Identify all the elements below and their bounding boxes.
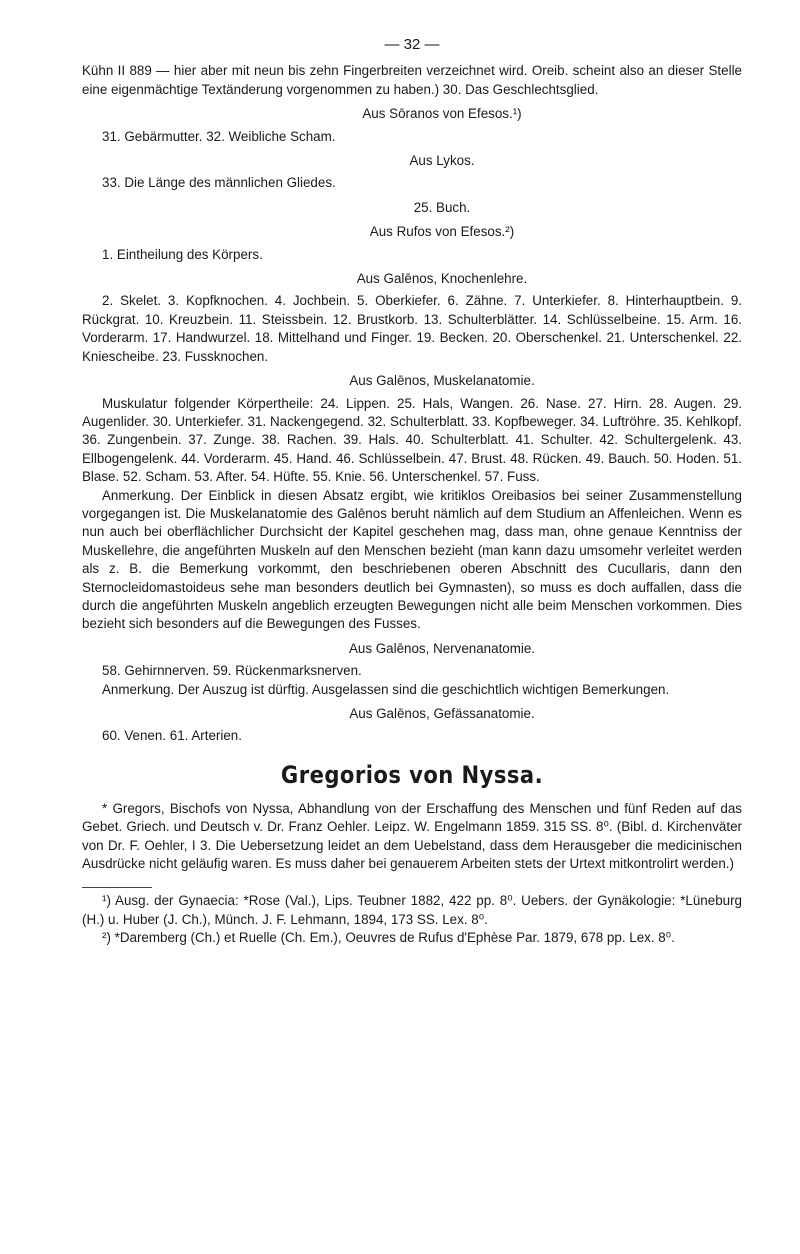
intro-paragraph: Kühn II 889 — hier aber mit neun bis zehn Fingerbreiten verzeichnet wird. Oreib. scheint also an dieser Stelle eine eigenmächtige Textänderung vorgenommen zu haben.) 30. Das Geschlechtsglied. [82, 63, 742, 97]
rufos-items: 1. Eintheilung des Körpers. [102, 246, 263, 262]
galenos-bones-items: 2. Skelet. 3. Kopfknochen. 4. Jochbein. 5. Oberkiefer. 6. Zähne. 7. Unterkiefer. 8. Hinterhauptbein. 9. Rückgrat. 10. Kreuzbein. 11. Steissbein. 12. Brustkorb. 13. Schulterblätter. 14. Schlüsselbeine. 15. Arm. 16. Vorderarm. 17. Handwurzel. 18. Mittelhand und Finger. 19. Becken. 20. Oberschenkel. 21. Unterschenkel. 22. Kniescheibe. 23. Fussknochen. [82, 293, 742, 364]
section-title: Gregorios von Nyssa. [280, 760, 544, 789]
soranos-heading: Aus Sōranos von Efesos.¹) [362, 106, 522, 122]
book-heading: 25. Buch. [413, 199, 471, 215]
galenos-nerves-items: 58. Gehirnnerven. 59. Rückenmarksnerven. [102, 663, 362, 679]
section-body: * Gregors, Bischofs von Nyssa, Abhandlung von der Erschaffung des Menschen und fünf Reden auf das Gebet. Griech. und Deutsch v. Dr. Franz Oehler. Leipz. W. Engelmann 1859. 315 SS. 8⁰. (Bibl. d. Kirchenväter von Dr. F. Oehler, I 3. Die Uebersetzung leidet an dem Uebelstand, dass dem Herausgeber die medicinischen Ausdrücke nicht geläufig waren. Es muss daher bei genauerem Arbeiten stets der Urtext mitkontrolirt werden.) [82, 800, 742, 872]
lykos-items: 33. Die Länge des männlichen Gliedes. [102, 175, 336, 191]
galenos-muscles-items: Muskulatur folgender Körpertheile: 24. Lippen. 25. Hals, Wangen. 26. Nase. 27. Hirn. 28. Augen. 29. Augenlider. 30. Unterkiefer. 31. Nackengegend. 32. Schulterblatt. 33. Kopfbeweger. 34. Luftröhre. 35. Kehlkopf. 36. Zungenbein. 37. Zunge. 38. Rachen. 39. Hals. 40. Schulterblatt. 41. Schulter. 42. Schultergelenk. 43. Ellbogengelenk. 44. Vorderarm. 45. Hand. 46. Schlüsselbein. 47. Brust. 48. Rücken. 49. Bauch. 50. Hoden. 51. Blase. 52. Scham. 53. After. 54. Hüfte. 55. Knie. 56. Unterschenkel. 57. Fuss. [82, 395, 742, 485]
rufos-heading: Aus Rufos von Efesos.²) [369, 224, 515, 240]
galenos-nerves-heading: Aus Galēnos, Nervenanatomie. [348, 640, 536, 656]
footnote-1: ¹) Ausg. der Gynaecia: *Rose (Val.), Lips. Teubner 1882, 422 pp. 8⁰. Uebers. der Gynäkologie: *Lüneburg (H.) u. Huber (J. Ch.), Münch. J. F. Lehmann, 1894, 173 SS. Lex. 8⁰. [82, 893, 742, 927]
footnote-divider [82, 887, 152, 888]
galenos-vessels-items: 60. Venen. 61. Arterien. [102, 728, 242, 744]
footnotes [82, 892, 742, 947]
galenos-bones-heading: Aus Galēnos, Knochenlehre. [356, 271, 528, 287]
galenos-vessels-heading: Aus Galēnos, Gefässanatomie. [349, 706, 535, 721]
page-number: — 32 — [384, 36, 440, 53]
lykos-heading: Aus Lykos. [409, 153, 475, 169]
footnote-2: ²) *Daremberg (Ch.) et Ruelle (Ch. Em.), Oeuvres de Rufus d'Ephèse Par. 1879, 678 pp. Lex. 8⁰. [102, 930, 675, 946]
document-page [82, 36, 742, 948]
galenos-muscles-heading: Aus Galēnos, Muskelanatomie. [349, 373, 535, 389]
soranos-items: 31. Gebärmutter. 32. Weibliche Scham. [102, 128, 336, 144]
nerves-note: Anmerkung. Der Auszug ist dürftig. Ausgelassen sind die geschichtlich wichtigen Bemerkungen. [102, 681, 670, 697]
muscles-note: Anmerkung. Der Einblick in diesen Absatz ergibt, wie kritiklos Oreibasios bei seiner Zusammenstellung vorgegangen ist. Die Muskelanatomie des Galēnos beruht nämlich auf dem Studium an Affenleichen. Wenn es nun auch bei oberflächlicher Durchsicht der Kapitel geschehen mag, dass man, ohne genaue Kenntniss der Muskellehre, die angeführten Muskeln auf den Menschen bezieht (man kann dazu umsomehr verleitet werden als z. B. die Bemerkung vorkommt, den beschriebenen oberen Abschnitt des Cucullaris, dann den Sternocleidomastoideus sehe man besonders deutlich bei Gymnasten), so muss es doch auffallen, dass die durch die angeführten Muskeln angeblich erzeugten Bewegungen nicht alle beim Menschen vorkommen. Dies bezieht sich besonders auf die Bewegungen des Fusses. [82, 487, 742, 632]
